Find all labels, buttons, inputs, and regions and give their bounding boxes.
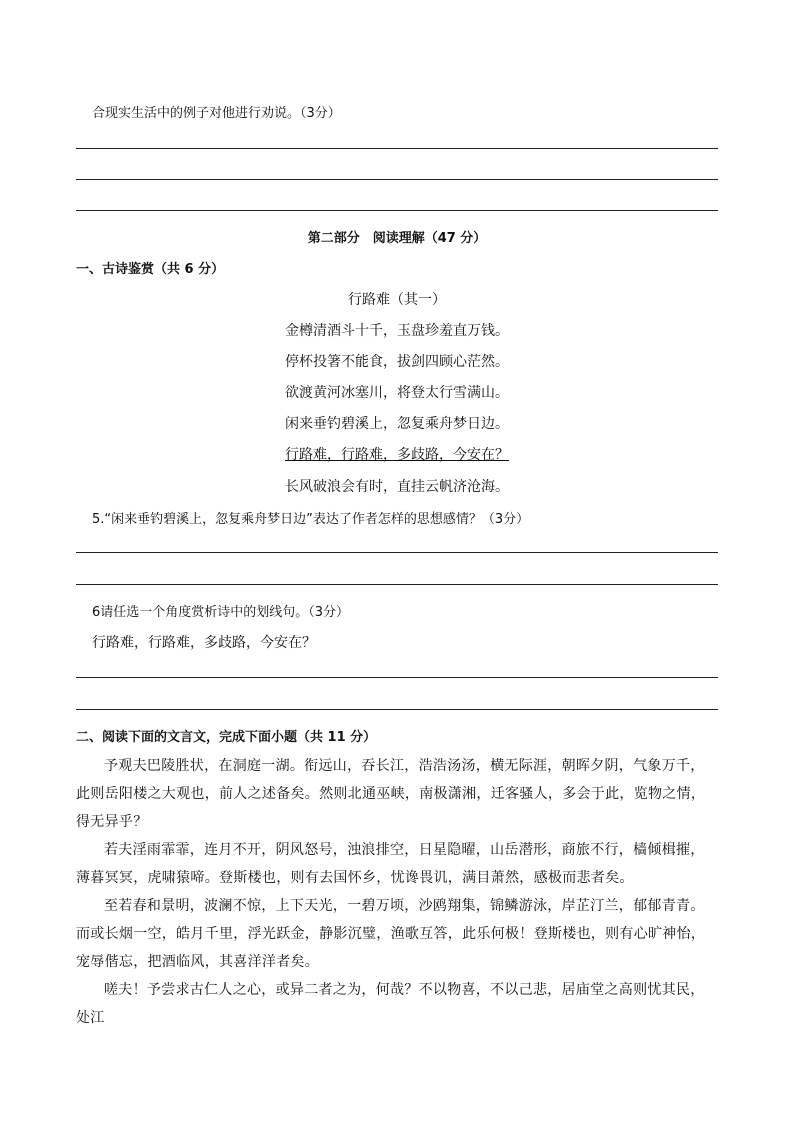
answer-line	[76, 677, 718, 678]
answer-line	[76, 210, 718, 211]
passage-paragraph: 若夫淫雨霏霏，连月不开，阴风怒号，浊浪排空，日星隐曜，山岳潜形，商旅不行，樯倾楫摧，薄暮冥冥，虎啸猿啼。登斯楼也，则有去国怀乡，忧谗畏讥，满目萧然，感极而悲者矣。	[76, 842, 705, 886]
part-title: 第二部分 阅读理解（47 分）	[307, 231, 487, 246]
question-5: 5.“闲来垂钓碧溪上，忽复乘舟梦日边”表达了作者怎样的思想感情？（3分）	[92, 512, 530, 527]
poem-title: 行路难（其一）	[348, 292, 446, 308]
answer-line	[76, 552, 718, 553]
poem-line: 长风破浪会有时，直挂云帆济沧海。	[285, 479, 509, 495]
poem-line: 金樽清酒斗十千，玉盘珍羞直万钱。	[285, 323, 509, 339]
question-6: 6请任选一个角度赏析诗中的划线句。（3分）	[92, 605, 350, 620]
answer-line	[76, 584, 718, 585]
poem-line: 闲来垂钓碧溪上，忽复乘舟梦日边。	[285, 416, 509, 432]
poem-line: 欲渡黄河冰塞川，将登太行雪满山。	[285, 385, 509, 401]
section-1-title: 一、古诗鉴赏（共 6 分）	[76, 262, 225, 277]
question-6-quote: 行路难，行路难，多歧路，今安在？	[92, 635, 316, 651]
classical-passage	[76, 752, 718, 1032]
passage-paragraph: 予观夫巴陵胜状，在洞庭一湖。衔远山，吞长江，浩浩汤汤，横无际涯，朝晖夕阴，气象万千，此则岳阳楼之大观也，前人之述备矣。然则北通巫峡，南极潇湘，迁客骚人，多会于此，览物之情，得无异乎？	[76, 758, 706, 830]
passage-paragraph: 至若春和景明，波澜不惊，上下天光，一碧万顷，沙鸥翔集，锦鳞游泳，岸芷汀兰，郁郁青青。而或长烟一空，皓月千里，浮光跃金，静影沉璧，渔歌互答，此乐何极！登斯楼也，则有心旷神怡，宠辱偕忘，把酒临风，其喜洋洋者矣。	[76, 898, 706, 970]
underlined-verse: 行路难，行路难，多歧路，今安在？	[285, 447, 509, 463]
answer-line	[76, 148, 718, 149]
answer-line	[76, 709, 718, 710]
answer-line	[76, 179, 718, 180]
question-4-tail: 合现实生活中的例子对他进行劝说。（3分）	[92, 106, 341, 121]
poem-line-underlined	[0, 444, 794, 464]
section-2-title: 二、阅读下面的文言文，完成下面小题（共 11 分）	[76, 730, 377, 745]
passage-paragraph: 嗟夫！予尝求古仁人之心，或异二者之为，何哉？不以物喜，不以己悲，居庙堂之高则忧其民，处江	[76, 982, 705, 1026]
poem-line: 停杯投箸不能食，拔剑四顾心茫然。	[285, 354, 509, 370]
